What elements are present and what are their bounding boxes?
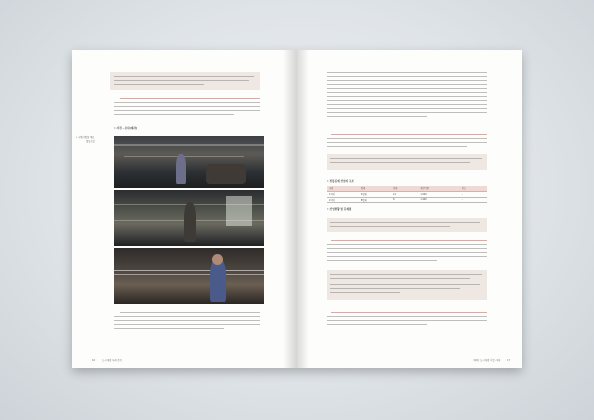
- text-line: [330, 274, 482, 275]
- text-line: [120, 312, 260, 313]
- right-footer: 제4장 도시재생 사업 사례: [473, 359, 500, 362]
- text-line: [114, 316, 260, 317]
- table-row: [327, 197, 487, 203]
- right-page: [297, 50, 522, 368]
- text-line: [327, 112, 487, 113]
- book-spread: [72, 50, 522, 368]
- text-line: [327, 84, 487, 85]
- table-header-cell: 구분: [327, 186, 359, 191]
- text-line: [327, 142, 487, 143]
- table-cell: –: [460, 191, 487, 197]
- text-line: [330, 226, 450, 227]
- text-line: [327, 244, 487, 245]
- text-line: [114, 84, 204, 85]
- text-line: [327, 146, 467, 147]
- text-line: [114, 106, 260, 107]
- text-line: [327, 92, 487, 93]
- text-line: [331, 134, 487, 135]
- photo-detail: [114, 144, 264, 146]
- window-light: [226, 196, 252, 226]
- text-line: [330, 278, 470, 279]
- table-cell: –: [460, 197, 487, 203]
- text-line: [120, 98, 260, 99]
- table-header-cell: 인원: [391, 186, 418, 191]
- photo-detail: [114, 274, 264, 275]
- text-line: [114, 114, 234, 115]
- text-line: [330, 158, 482, 159]
- photo-detail: [114, 270, 264, 271]
- text-line: [327, 252, 487, 253]
- text-line: [327, 138, 487, 139]
- text-line: [327, 100, 487, 101]
- text-line: [330, 288, 460, 289]
- text-line: [327, 108, 487, 109]
- left-gutter-shadow: [283, 50, 297, 368]
- text-line: [114, 102, 260, 103]
- text-line: [327, 76, 487, 77]
- worker-figure: [176, 154, 186, 184]
- photo-caption: • 사진 – 초사(제사): [114, 127, 138, 130]
- text-line: [327, 88, 487, 89]
- left-page: [72, 50, 297, 368]
- table-header-cell: 생산기반: [418, 186, 459, 191]
- side-label: • 시범사업장 개요: [76, 136, 95, 139]
- worker-head: [212, 254, 223, 265]
- table-cell: B업체: [359, 197, 391, 203]
- text-line: [114, 320, 260, 321]
- table-cell: 1,400: [418, 197, 459, 203]
- table-header-cell: 업체: [359, 186, 391, 191]
- left-footer: 도시재생 사례 분석: [102, 359, 122, 362]
- text-line: [330, 222, 480, 223]
- table-caption: • 전통공예 산업의 구조: [327, 180, 354, 183]
- data-table: [327, 186, 487, 203]
- text-line: [330, 162, 470, 163]
- table-cell: A업체: [359, 191, 391, 197]
- text-line: [327, 320, 487, 321]
- table-cell: 12: [391, 191, 418, 197]
- text-line: [327, 80, 487, 81]
- right-page-number: 17: [506, 359, 510, 362]
- text-line: [114, 80, 249, 81]
- text-line: [114, 328, 224, 329]
- text-line: [327, 248, 487, 249]
- text-line: [327, 316, 487, 317]
- workshop-photo-1: [114, 136, 264, 188]
- text-line: [327, 324, 427, 325]
- table-cell: 1,500: [418, 191, 459, 197]
- text-line: [331, 240, 487, 241]
- table-cell: 2지역: [327, 197, 359, 203]
- text-line: [327, 256, 487, 257]
- text-line: [330, 284, 480, 285]
- worker-figure: [184, 202, 196, 242]
- table-cell: 8: [391, 197, 418, 203]
- text-line: [327, 96, 487, 97]
- text-line: [114, 110, 260, 111]
- text-line: [327, 116, 427, 117]
- text-line: [330, 292, 400, 293]
- workshop-photo-3: [114, 248, 264, 304]
- text-line: [114, 76, 254, 77]
- left-page-number: 16: [92, 359, 96, 362]
- machine-figure: [206, 164, 246, 184]
- right-gutter-shadow: [297, 50, 309, 368]
- text-line: [331, 312, 487, 313]
- side-label: 협동조합: [86, 140, 95, 143]
- table-header-cell: 비고: [460, 186, 487, 191]
- workshop-photo-2: [114, 190, 264, 246]
- text-line: [327, 260, 437, 261]
- text-line: [327, 104, 487, 105]
- table-cell: 1지역: [327, 191, 359, 197]
- text-line: [114, 324, 260, 325]
- highlight-box: [327, 218, 487, 232]
- text-line: [327, 72, 487, 73]
- section-subhead: • 산업현황 및 문제점: [327, 208, 352, 211]
